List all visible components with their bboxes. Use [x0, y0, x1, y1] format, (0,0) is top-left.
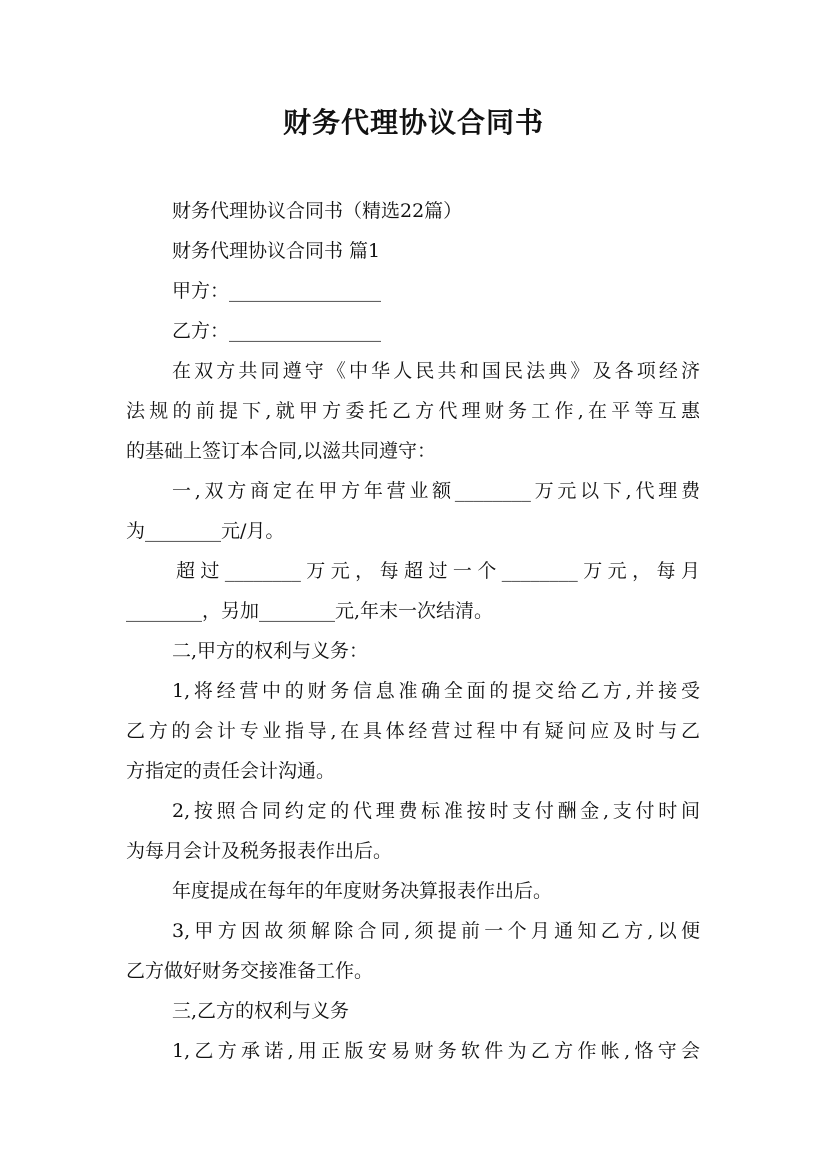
paragraph-line: 二,甲方的权利与义务：: [172, 640, 369, 662]
paragraph-line: 年度提成在每年的年度财务决算报表作出后。: [172, 880, 553, 902]
paragraph-line: 乙方做好财务交接准备工作。: [126, 960, 374, 982]
paragraph-line: 乙方：________________: [172, 320, 382, 342]
paragraph-line: 法规的前提下,就甲方委托乙方代理财务工作,在平等互惠: [126, 400, 700, 422]
paragraph-line: 财务代理协议合同书（精选22篇）: [172, 200, 463, 222]
paragraph-line: 的基础上签订本合同,以滋共同遵守：: [126, 440, 437, 462]
paragraph-line: 一,双方商定在甲方年营业额________万元以下,代理费: [172, 480, 700, 502]
paragraph-line: 1,乙方承诺,用正版安易财务软件为乙方作帐,恪守会: [172, 1040, 700, 1062]
paragraph-line: 1,将经营中的财务信息准确全面的提交给乙方,并接受: [172, 680, 700, 702]
paragraph-line: ________，另加________元,年末一次结清。: [126, 600, 494, 622]
paragraph-line: 2,按照合同约定的代理费标准按时支付酬金,支付时间: [172, 800, 700, 822]
paragraph-line: 为每月会计及税务报表作出后。: [126, 840, 393, 862]
document-body: [126, 191, 700, 1071]
paragraph-line: 3,甲方因故须解除合同,须提前一个月通知乙方,以便: [172, 920, 700, 942]
paragraph-line: 甲方：________________: [172, 280, 382, 302]
paragraph-line: 乙方的会计专业指导,在具体经营过程中有疑问应及时与乙: [126, 720, 700, 742]
paragraph-line: 在双方共同遵守《中华人民共和国民法典》及各项经济: [172, 360, 700, 382]
paragraph-line: 财务代理协议合同书 篇1: [172, 240, 381, 262]
document-title: 财务代理协议合同书: [282, 106, 544, 139]
paragraph-line: 方指定的责任会计沟通。: [126, 760, 336, 782]
paragraph-line: 为________元/月。: [126, 520, 285, 542]
paragraph-line: 超过________万元，每超过一个________万元，每月: [176, 560, 700, 582]
paragraph-line: 三,乙方的权利与义务: [172, 1000, 350, 1022]
